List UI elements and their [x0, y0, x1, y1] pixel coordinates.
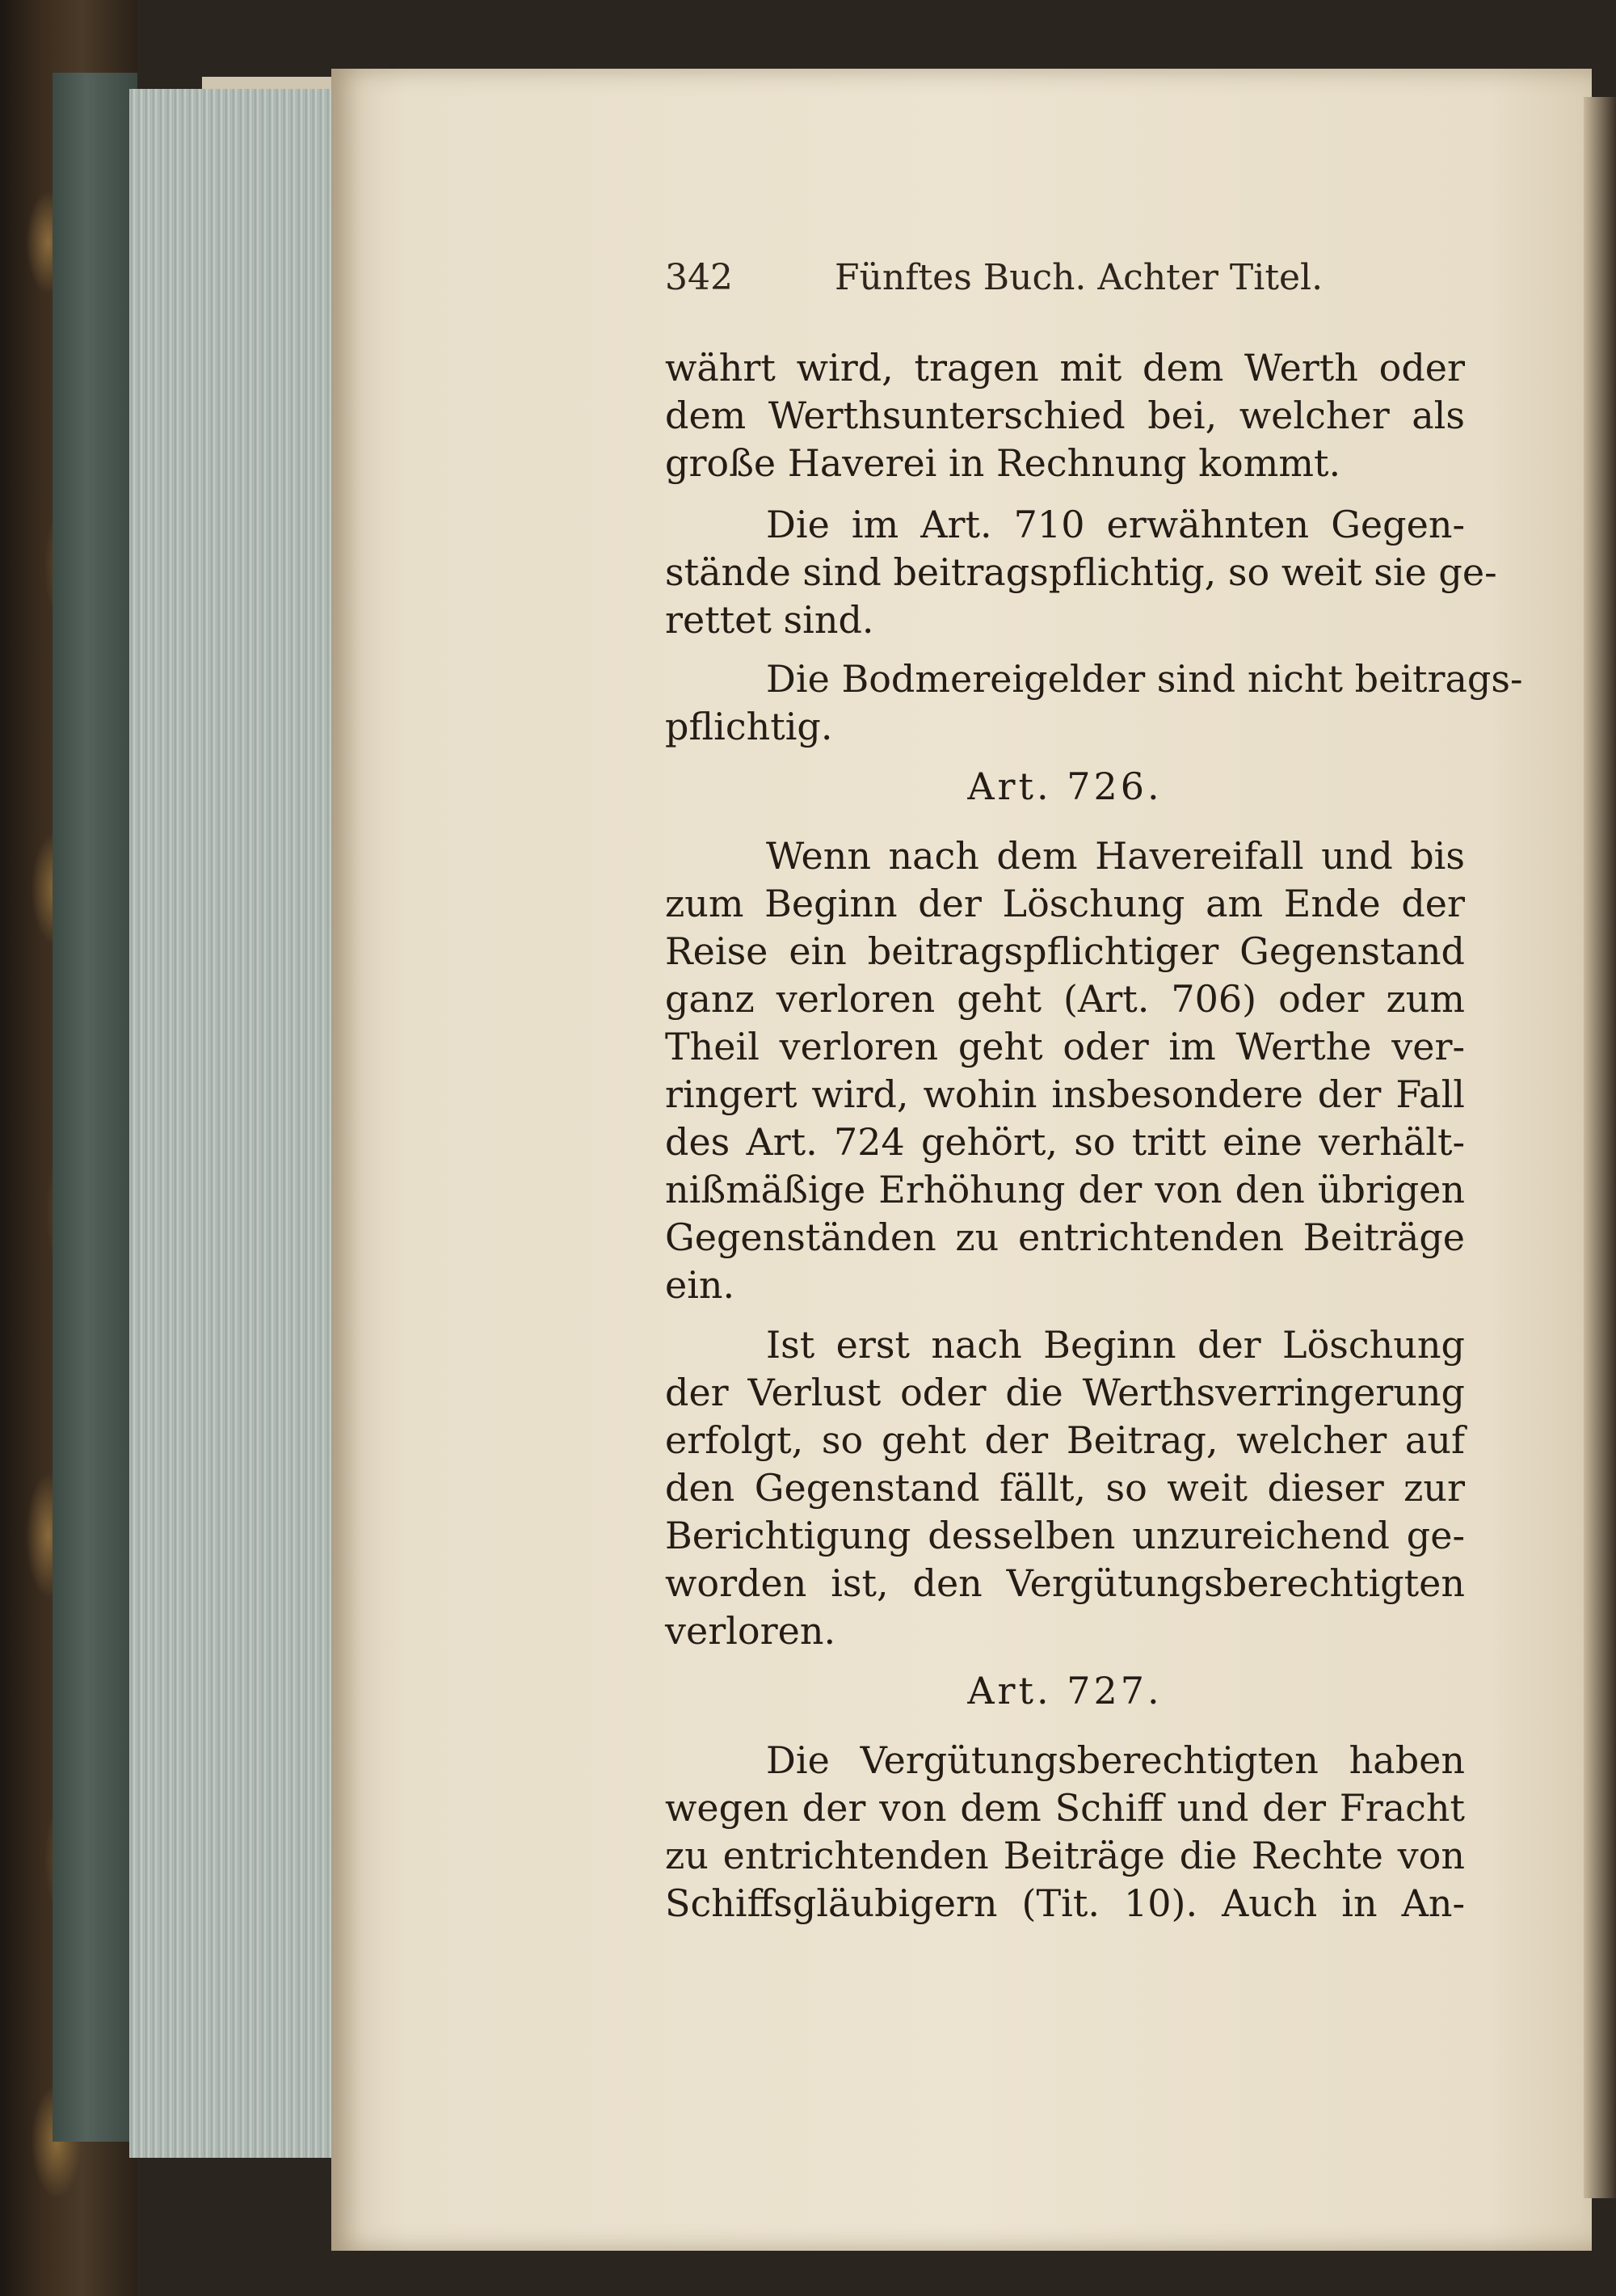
running-header	[665, 257, 1324, 298]
text-line: des Art. 724 gehört, so tritt eine verhält-	[665, 1120, 1465, 1164]
article-heading-727: Art. 727.	[967, 1669, 1163, 1713]
text-line: zu entrichtenden Beiträge die Rechte von	[665, 1834, 1465, 1877]
text-line: pflichtig.	[665, 705, 833, 748]
text-line: verloren.	[665, 1609, 836, 1653]
paragraph-start: Ist erst nach Beginn der Löschung	[766, 1323, 1465, 1367]
article-heading-726: Art. 726.	[967, 765, 1163, 808]
text-line: Berichtigung desselben unzureichend ge-	[665, 1514, 1465, 1557]
paragraph-start: Die im Art. 710 erwähnten Gegen-	[766, 503, 1465, 546]
page-number: 342	[665, 257, 733, 298]
text-line: den Gegenstand fällt, so weit dieser zur	[665, 1466, 1465, 1510]
text-line: rettet sind.	[665, 598, 874, 642]
text-line: währt wird, tragen mit dem Werth oder	[665, 346, 1465, 390]
text-line: ein.	[665, 1263, 735, 1307]
text-line: Reise ein beitragspflichtiger Gegenstand	[665, 929, 1465, 973]
paragraph-start: Wenn nach dem Havereifall und bis	[766, 834, 1465, 878]
text-line: der Verlust oder die Werthsverringerung	[665, 1371, 1465, 1414]
text-line: Gegenständen zu entrichtenden Beiträge	[665, 1215, 1465, 1259]
text-line: nißmäßige Erhöhung der von den übrigen	[665, 1168, 1465, 1211]
text-line: große Haverei in Rechnung kommt.	[665, 441, 1341, 485]
text-line: ganz verloren geht (Art. 706) oder zum	[665, 977, 1465, 1021]
page-gutter-shadow	[1584, 97, 1616, 2198]
page-block-edges	[129, 89, 335, 2158]
text-line: Theil verloren geht oder im Werthe ver-	[665, 1025, 1465, 1068]
text-line: wegen der von dem Schiff und der Fracht	[665, 1786, 1465, 1830]
text-line: worden ist, den Vergütungsberechtigten	[665, 1561, 1465, 1605]
text-line: erfolgt, so geht der Beitrag, welcher auf	[665, 1418, 1465, 1462]
paragraph-start: Die Bodmereigelder sind nicht beitrags-	[766, 657, 1523, 701]
book-cover-spine	[53, 73, 137, 2142]
text-line: stände sind beitragspflichtig, so weit sie ge-	[665, 550, 1497, 594]
text-line: zum Beginn der Löschung am Ende der	[665, 882, 1465, 925]
text-line: dem Werthsunterschied bei, welcher als	[665, 394, 1465, 437]
paragraph-start: Die Vergütungsberechtigten haben	[766, 1738, 1465, 1782]
text-line: Schiffsgläubigern (Tit. 10). Auch in An-	[665, 1881, 1465, 1925]
text-line: ringert wird, wohin insbesondere der Fall	[665, 1072, 1465, 1116]
running-title: Fünftes Buch. Achter Titel.	[835, 257, 1324, 298]
